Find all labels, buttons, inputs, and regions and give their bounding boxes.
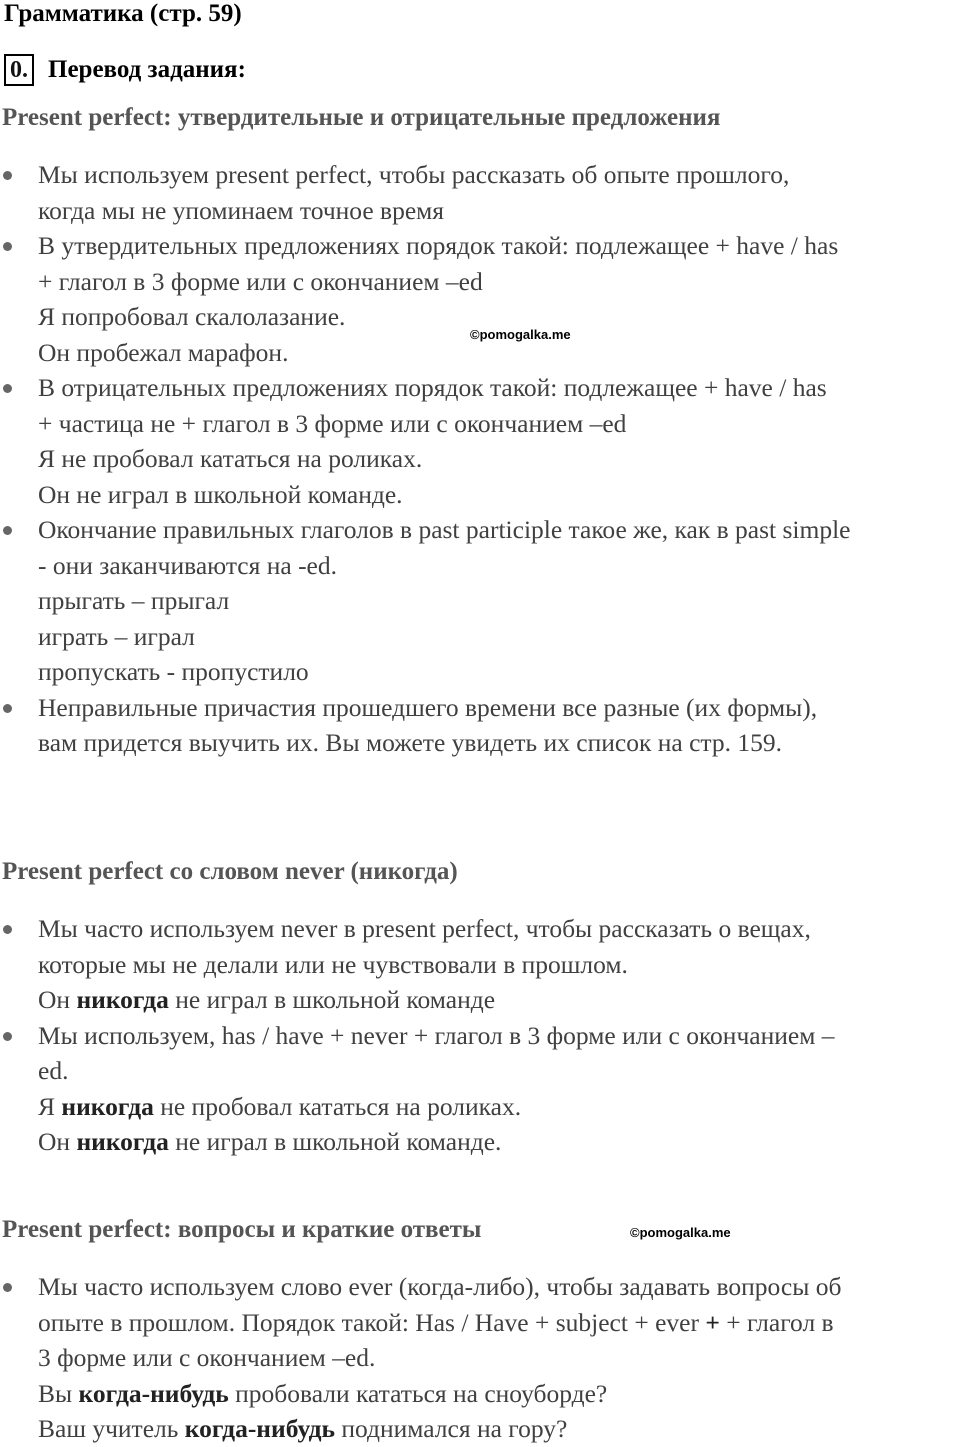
watermark: ©pomogalka.me <box>470 327 571 342</box>
example-line: Вы когда-нибудь пробовали кататься на сноуборде? <box>38 1378 608 1408</box>
list-item: Мы используем, has / have + never + глагол в 3 форме или с окончанием – ed. Я никогда не пробовал кататься на роликах. Он никогда не играл в школьной команде. <box>0 1018 960 1160</box>
task-header <box>4 54 246 86</box>
section-1-list <box>0 157 960 761</box>
section-heading-questions: Present perfect: вопросы и краткие ответы <box>2 1216 482 1243</box>
task-title: Перевод задания: <box>48 56 246 83</box>
list-item: Мы часто используем never в present perfect, чтобы рассказать о вещах, которые мы не делали или не чувствовали в прошлом. Он никогда не играл в школьной команде <box>0 911 960 1018</box>
page-title: Грамматика (стр. 59) <box>4 0 242 27</box>
section-2-list <box>0 911 960 1160</box>
list-item: Мы часто используем слово ever (когда-либо), чтобы задавать вопросы об опыте в прошлом. Порядок такой: Has / Have + subject + ever + + глагол в 3 форме или с окончанием –ed. Вы когда-нибудь пробовали кататься на сноуборде? Ваш учитель когда-нибудь поднимался на гору? <box>0 1269 960 1447</box>
example-line: Он никогда не играл в школьной команде. <box>38 1127 502 1156</box>
list-item: В отрицательных предложениях порядок такой: подлежащее + have / has + частица не + глагол в 3 форме или с окончанием –ed Я не пробовал кататься на роликах. Он не играл в школьной команде. <box>0 370 960 512</box>
section-3-list <box>0 1269 960 1447</box>
list-item: Мы используем present perfect, чтобы рассказать об опыте прошлого, когда мы не упоминаем точное время <box>0 157 960 228</box>
section-heading-never: Present perfect со словом never (никогда) <box>2 858 458 885</box>
watermark: ©pomogalka.me <box>630 1225 731 1240</box>
example-line: Он никогда не играл в школьной команде <box>38 985 496 1014</box>
list-item: Неправильные причастия прошедшего времени все разные (их формы), вам придется выучить их. Вы можете увидеть их список на стр. 159. <box>0 690 960 761</box>
list-item: Окончание правильных глаголов в past participle такое же, как в past simple - они заканчиваются на -ed. прыгать – прыгал играть – играл пропускать - пропустило <box>0 512 960 690</box>
list-item: В утвердительных предложениях порядок такой: подлежащее + have / has + глагол в 3 форме или с окончанием –ed Я попробовал скалолазание. Он пробежал марафон. <box>0 228 960 370</box>
example-line: Ваш учитель когда-нибудь поднимался на гору? <box>38 1414 568 1443</box>
task-number-box: 0. <box>4 54 34 86</box>
section-heading-affirmative-negative: Present perfect: утвердительные и отрицательные предложения <box>2 104 721 131</box>
example-line: Я никогда не пробовал кататься на роликах. <box>38 1091 522 1121</box>
